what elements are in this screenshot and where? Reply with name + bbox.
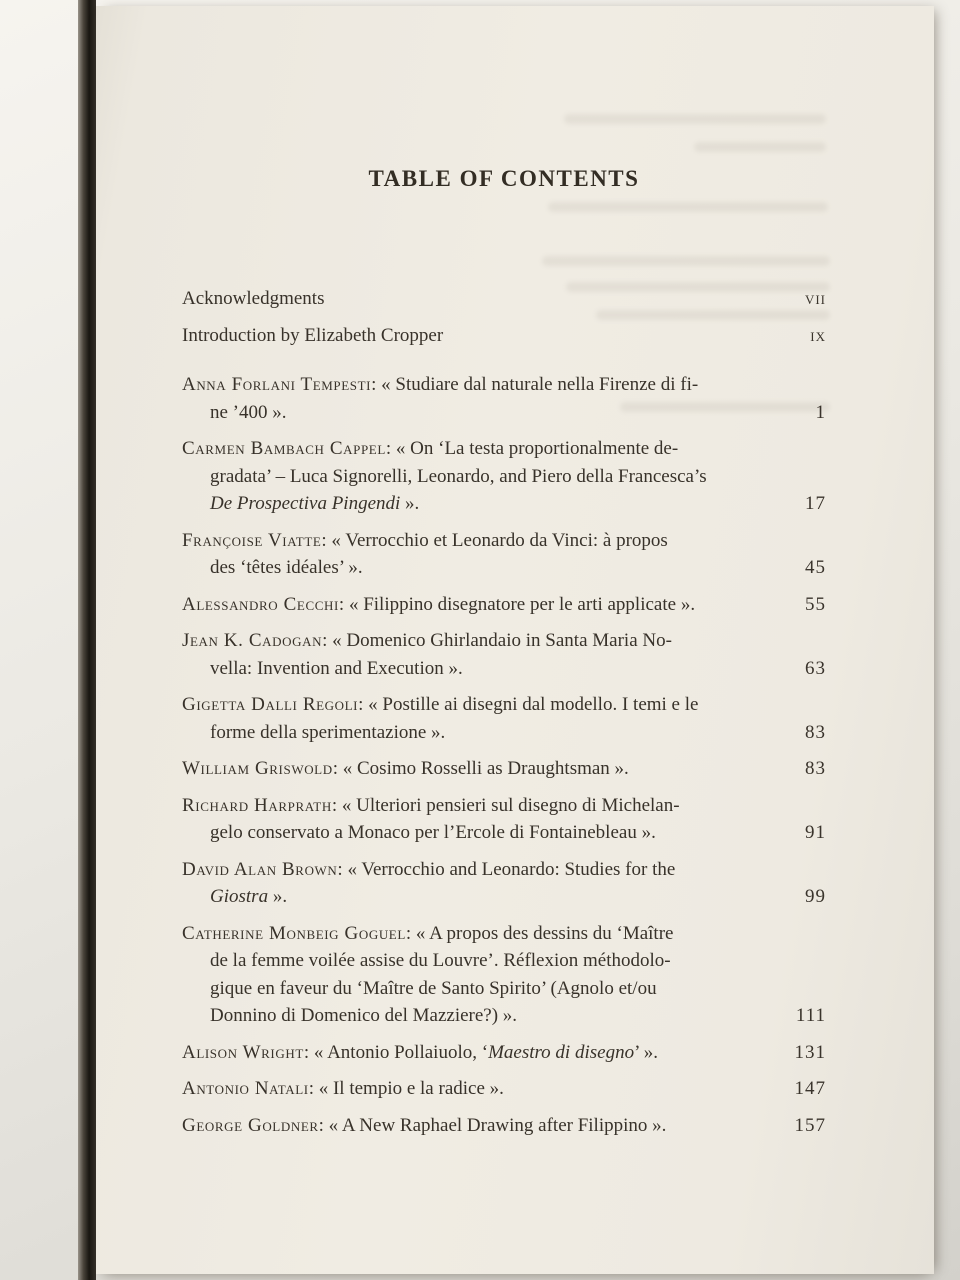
toc-author-name: William Griswold — [182, 758, 333, 779]
toc-entry — [182, 322, 826, 350]
toc-entry-text: : « A propos des dessins du ‘Maître — [405, 922, 674, 944]
showthrough-line — [694, 142, 826, 152]
toc-line — [182, 399, 826, 427]
toc-entry-text: gradata’ – Luca Signorelli, Leonardo, and Piero della Francesca’s — [210, 465, 707, 487]
toc-entries — [96, 285, 934, 1139]
toc-entry — [182, 856, 826, 911]
toc-page-number: 83 — [805, 721, 826, 743]
toc-page-number: 99 — [805, 886, 826, 907]
toc-line — [182, 691, 826, 719]
toc-line — [182, 792, 826, 820]
toc-entry-text: vella: Invention and Execution ». — [210, 657, 463, 679]
toc-line — [182, 719, 826, 747]
toc-author-name: David Alan Brown — [182, 858, 338, 880]
toc-line — [182, 554, 826, 582]
toc-line — [182, 490, 826, 518]
toc-page-number: ix — [810, 324, 826, 346]
toc-entry-text: Giostra — [210, 886, 269, 907]
book-binding-gutter — [78, 0, 96, 1280]
toc-entry-text: de la femme voilée assise du Louvre’. Réflexion méthodolo- — [210, 950, 671, 971]
toc-line — [182, 527, 826, 555]
page-surface — [96, 6, 934, 1274]
toc-author-name: Gigetta Dalli Regoli — [182, 694, 359, 715]
toc-author-name: Antonio Natali — [182, 1078, 309, 1099]
toc-entry-text: ne ’400 ». — [210, 401, 287, 423]
toc-entry-text: : « Verrocchio and Leonardo: Studies for the — [337, 858, 676, 880]
toc-author-name: Anna Forlani Tempesti — [182, 374, 372, 395]
toc-line — [182, 920, 826, 948]
toc-page-number: 111 — [795, 1005, 826, 1026]
toc-entry-text: : « On ‘La testa proportionalmente de- — [385, 438, 679, 459]
toc-page-number: 45 — [805, 557, 826, 578]
toc-line — [182, 975, 826, 1003]
showthrough-line — [542, 256, 830, 266]
toc-entry-text: forme della sperimentazione ». — [210, 721, 446, 743]
toc-author-name: George Goldner — [182, 1114, 319, 1136]
toc-entry-text: : « Cosimo Rosselli as Draughtsman ». — [332, 758, 629, 779]
toc-entry-text: ». — [400, 493, 420, 514]
toc-entry-text: des ‘têtes idéales’ ». — [210, 557, 363, 578]
toc-entry-text: : « Domenico Ghirlandaio in Santa Maria No- — [322, 630, 672, 651]
toc-line — [182, 947, 826, 975]
toc-page-number: 131 — [794, 1041, 826, 1063]
toc-author-name: Alison Wright — [182, 1041, 304, 1063]
toc-entry — [182, 627, 826, 682]
toc-line — [182, 1075, 826, 1103]
toc-entry — [182, 371, 826, 426]
toc-entry — [182, 591, 826, 619]
toc-author-name: Carmen Bambach Cappel — [182, 438, 386, 459]
toc-line — [182, 435, 826, 463]
toc-entry-text: Introduction by Elizabeth Cropper — [182, 324, 444, 346]
toc-author-name: Alessandro Cecchi — [182, 593, 339, 615]
toc-entry-text: : « Ulteriori pensieri sul disegno di Michelan- — [331, 794, 680, 816]
toc-entry-text: : « Filippino disegnatore per le arti applicate ». — [338, 593, 696, 615]
toc-entry — [182, 527, 826, 582]
toc-line — [182, 856, 826, 884]
toc-line — [182, 819, 826, 847]
toc-line — [182, 655, 826, 683]
toc-entry-text: : « A New Raphael Drawing after Filippino ». — [318, 1114, 667, 1136]
toc-page-number: 63 — [805, 657, 826, 679]
toc-line — [182, 1039, 826, 1067]
toc-line — [182, 883, 826, 911]
toc-page-number: 83 — [805, 758, 826, 779]
toc-author-name: Richard Harprath — [182, 794, 332, 816]
toc-line — [182, 1112, 826, 1140]
toc-author-name: Jean K. Cadogan — [182, 630, 323, 651]
toc-line — [182, 322, 826, 350]
showthrough-line — [548, 202, 828, 212]
toc-page-number: 157 — [794, 1114, 826, 1136]
toc-line — [182, 285, 826, 313]
book-page — [96, 6, 934, 1274]
toc-page-number: 91 — [805, 822, 826, 843]
toc-entry — [182, 691, 826, 746]
toc-entry-text: gelo conservato a Monaco per l’Ercole di Fontainebleau ». — [210, 822, 656, 843]
toc-line — [182, 463, 826, 491]
toc-entry-text: gique en faveur du ‘Maître de Santo Spirito’ (Agnolo et/ou — [210, 977, 657, 999]
toc-entry — [182, 1039, 826, 1067]
page-title: TABLE OF CONTENTS — [368, 166, 640, 191]
toc-author-name: Catherine Monbeig Goguel — [182, 922, 406, 944]
toc-entry-text: Donnino di Domenico del Mazziere?) ». — [210, 1005, 518, 1026]
toc-line — [182, 755, 826, 783]
toc-entry-text: : « Verrocchio et Leonardo da Vinci: à propos — [321, 529, 668, 551]
toc-entry-text: De Prospectiva Pingendi — [210, 493, 401, 514]
toc-entry — [182, 755, 826, 783]
toc-entry — [182, 285, 826, 313]
toc-line — [182, 371, 826, 399]
toc-entry — [182, 435, 826, 518]
toc-entry-text: : « Postille ai disegni dal modello. I temi e le — [358, 694, 699, 715]
toc-page-number: 55 — [805, 593, 826, 615]
toc-entry-text: : « Il tempio e la radice ». — [308, 1078, 504, 1099]
showthrough-line — [564, 114, 826, 124]
toc-author-name: Françoise Viatte — [182, 529, 322, 551]
toc-page-number: vii — [804, 288, 826, 309]
toc-entry-text: : « Antonio Pollaiuolo, ‘ — [303, 1041, 489, 1063]
toc-entry — [182, 1075, 826, 1103]
toc-page-number: 17 — [805, 493, 826, 514]
toc-entry-text: Acknowledgments — [182, 288, 325, 309]
toc-entry — [182, 792, 826, 847]
toc-page-number: 147 — [794, 1078, 826, 1099]
toc-page-number: 1 — [815, 401, 826, 423]
toc-line — [182, 591, 826, 619]
toc-entry-text: ’ ». — [634, 1041, 658, 1063]
toc-line — [182, 1002, 826, 1030]
toc-entry-text: ». — [268, 886, 288, 907]
toc-entry — [182, 920, 826, 1030]
toc-entry-text: : « Studiare dal naturale nella Firenze di fi- — [371, 374, 699, 395]
toc-line — [182, 627, 826, 655]
toc-entry-text: Maestro di disegno — [488, 1041, 635, 1063]
toc-entry — [182, 1112, 826, 1140]
